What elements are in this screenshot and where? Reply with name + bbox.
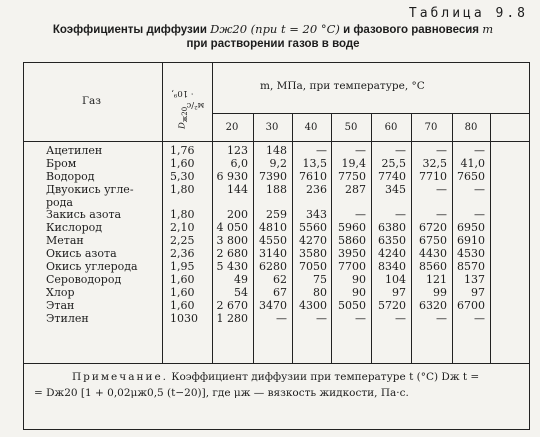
equilibrium-value: 259: [266, 208, 287, 222]
note-line-2: = Dж20 [1 + 0,02μж0,5 (t−20)], где μж — вязкость жидкости, Па·с.: [34, 387, 409, 399]
equilibrium-value: 32,5: [422, 156, 447, 170]
equilibrium-value: 7700: [338, 260, 366, 274]
table-row: [24, 184, 529, 197]
table-number: Таблица 9.8: [408, 6, 528, 21]
equilibrium-value: 200: [227, 208, 248, 222]
temperature-header: 50: [344, 122, 358, 133]
equilibrium-value: 97: [471, 285, 485, 299]
diffusion-value: 1,95: [170, 260, 195, 274]
table-note: [24, 369, 529, 401]
equilibrium-value: 54: [234, 285, 248, 299]
equilibrium-value: 6 930: [216, 169, 248, 183]
caption-m: m: [482, 22, 494, 36]
diffusion-value: 1,80: [170, 208, 195, 222]
equilibrium-value: 4300: [299, 298, 327, 312]
equilibrium-value: 5560: [299, 221, 327, 235]
equilibrium-value: 104: [385, 272, 406, 286]
equilibrium-value: 1 280: [216, 311, 248, 325]
equilibrium-value: 80: [313, 285, 327, 299]
equilibrium-value: 5 430: [216, 260, 248, 274]
equilibrium-value: 6750: [419, 234, 447, 248]
equilibrium-value: 90: [352, 285, 366, 299]
gas-name: Этилен: [46, 311, 89, 325]
equilibrium-value: 7740: [378, 169, 406, 183]
equilibrium-value: 7050: [299, 260, 327, 274]
equilibrium-value: —: [316, 144, 327, 157]
gas-name: Закись азота: [46, 208, 122, 222]
gas-name: Бром: [46, 156, 77, 170]
gas-name: Окись углерода: [46, 260, 138, 274]
table-row: [24, 145, 529, 158]
equilibrium-value: —: [316, 311, 327, 325]
caption-symbol: Dж20 (при t = 20 °C): [210, 22, 340, 36]
equilibrium-value: 5720: [378, 298, 406, 312]
equilibrium-value: 3140: [259, 247, 287, 261]
gas-name: Окись азота: [46, 247, 117, 261]
table-row: [24, 261, 529, 274]
gas-name: Ацетилен: [46, 144, 103, 157]
equilibrium-value: 2 670: [216, 298, 248, 312]
equilibrium-value: 188: [266, 182, 287, 196]
equilibrium-value: 7650: [457, 169, 485, 183]
equilibrium-value: 90: [352, 272, 366, 286]
equilibrium-value: —: [355, 144, 366, 157]
diffusion-value: 1,60: [170, 285, 195, 299]
note-line-1: Коэффициент диффузии при температуре t (°C) Dж t =: [168, 371, 480, 383]
equilibrium-value: 287: [345, 182, 366, 196]
equilibrium-value: 75: [313, 272, 327, 286]
equilibrium-value: 123: [227, 144, 248, 157]
gas-name: Двуокись угле-: [46, 182, 134, 196]
temperature-header: 40: [304, 122, 318, 133]
equilibrium-value: 4550: [259, 234, 287, 248]
diffusion-value: 2,25: [170, 234, 195, 248]
equilibrium-value: —: [436, 311, 447, 325]
equilibrium-value: 6380: [378, 221, 406, 235]
equilibrium-value: 67: [273, 285, 287, 299]
diffusion-value: 1,76: [170, 144, 195, 157]
gas-name: Водород: [46, 169, 95, 183]
diffusion-value: 1,60: [170, 298, 195, 312]
equilibrium-value: 7390: [259, 169, 287, 183]
equilibrium-value: 3470: [259, 298, 287, 312]
temperature-header: 80: [464, 122, 478, 133]
equilibrium-value: 5050: [338, 298, 366, 312]
equilibrium-value: 5860: [338, 234, 366, 248]
caption-text-2: и фазового равновесия: [339, 24, 483, 36]
gas-name: рода: [46, 195, 73, 209]
equilibrium-value: 6950: [457, 221, 485, 235]
gas-name: Хлор: [46, 285, 75, 299]
gas-name: Кислород: [46, 221, 103, 235]
equilibrium-value: 6720: [419, 221, 447, 235]
temperature-header: 20: [225, 122, 239, 133]
table-row: [24, 158, 529, 171]
equilibrium-value: 3 800: [216, 234, 248, 248]
equilibrium-value: —: [474, 182, 485, 196]
equilibrium-value: —: [395, 208, 406, 222]
equilibrium-value: 236: [306, 182, 327, 196]
equilibrium-value: —: [436, 182, 447, 196]
equilibrium-value: 19,4: [341, 156, 366, 170]
equilibrium-value: —: [474, 144, 485, 157]
equilibrium-value: 7710: [419, 169, 447, 183]
equilibrium-value: 97: [392, 285, 406, 299]
gas-name: Этан: [46, 298, 75, 312]
table-row: [24, 171, 529, 184]
note-label: Примечание.: [72, 371, 169, 383]
equilibrium-value: 2 680: [216, 247, 248, 261]
equilibrium-value: 6280: [259, 260, 287, 274]
diffusion-value: 5,30: [170, 169, 195, 183]
column-header-gas: Газ: [82, 95, 101, 107]
data-table: [23, 62, 530, 430]
equilibrium-value: 144: [227, 182, 248, 196]
equilibrium-value: 343: [306, 208, 327, 222]
equilibrium-value: 6910: [457, 234, 485, 248]
equilibrium-value: —: [355, 311, 366, 325]
equilibrium-value: 3950: [338, 247, 366, 261]
table-row: [24, 313, 529, 326]
gas-name: Сероводород: [46, 272, 122, 286]
diffusion-value: 1,80: [170, 182, 195, 196]
equilibrium-value: 25,5: [381, 156, 406, 170]
caption-line-2: при растворении газов в воде: [186, 38, 360, 50]
equilibrium-value: 5960: [338, 221, 366, 235]
equilibrium-value: 137: [464, 272, 485, 286]
equilibrium-value: 121: [426, 272, 447, 286]
equilibrium-value: 13,5: [302, 156, 327, 170]
equilibrium-value: 345: [385, 182, 406, 196]
equilibrium-value: 4430: [419, 247, 447, 261]
equilibrium-value: 49: [234, 272, 248, 286]
diffusion-value: 1030: [170, 311, 198, 325]
equilibrium-value: —: [474, 311, 485, 325]
equilibrium-value: 41,0: [460, 156, 485, 170]
table-body: [24, 145, 529, 325]
column-header-m-group: m, МПа, при температуре, °C: [260, 80, 425, 92]
temperature-header: 70: [424, 122, 438, 133]
table-row: [24, 287, 529, 300]
equilibrium-value: 8340: [378, 260, 406, 274]
temperature-header: 30: [265, 122, 279, 133]
equilibrium-value: 99: [433, 285, 447, 299]
equilibrium-value: 8570: [457, 260, 485, 274]
equilibrium-value: —: [436, 208, 447, 222]
equilibrium-value: 6350: [378, 234, 406, 248]
equilibrium-value: —: [395, 311, 406, 325]
caption-text-1: Коэффициенты диффузии: [52, 24, 211, 36]
gas-name: Метан: [46, 234, 84, 248]
table-caption: [18, 22, 528, 51]
equilibrium-value: 9,2: [269, 156, 287, 170]
equilibrium-value: 8560: [419, 260, 447, 274]
equilibrium-value: 148: [266, 144, 287, 157]
equilibrium-value: 4810: [259, 221, 287, 235]
equilibrium-value: 62: [273, 272, 287, 286]
table-row: [24, 300, 529, 313]
diffusion-value: 2,36: [170, 247, 195, 261]
equilibrium-value: 4270: [299, 234, 327, 248]
equilibrium-value: 4240: [378, 247, 406, 261]
equilibrium-value: 4530: [457, 247, 485, 261]
equilibrium-value: —: [395, 144, 406, 157]
table-row: [24, 274, 529, 287]
equilibrium-value: 7750: [338, 169, 366, 183]
equilibrium-value: —: [474, 208, 485, 222]
equilibrium-value: 6,0: [230, 156, 248, 170]
equilibrium-value: —: [355, 208, 366, 222]
temperature-header: 60: [384, 122, 398, 133]
equilibrium-value: 7610: [299, 169, 327, 183]
equilibrium-value: 6700: [457, 298, 485, 312]
column-header-diffusion: $D_{ж20} \cdot 10^9$, м²/с: [171, 87, 205, 129]
diffusion-value: 1,60: [170, 272, 195, 286]
diffusion-value: 2,10: [170, 221, 195, 235]
equilibrium-value: —: [276, 311, 287, 325]
equilibrium-value: 3580: [299, 247, 327, 261]
diffusion-value: 1,60: [170, 156, 195, 170]
equilibrium-value: —: [436, 144, 447, 157]
equilibrium-value: 6320: [419, 298, 447, 312]
equilibrium-value: 4 050: [216, 221, 248, 235]
